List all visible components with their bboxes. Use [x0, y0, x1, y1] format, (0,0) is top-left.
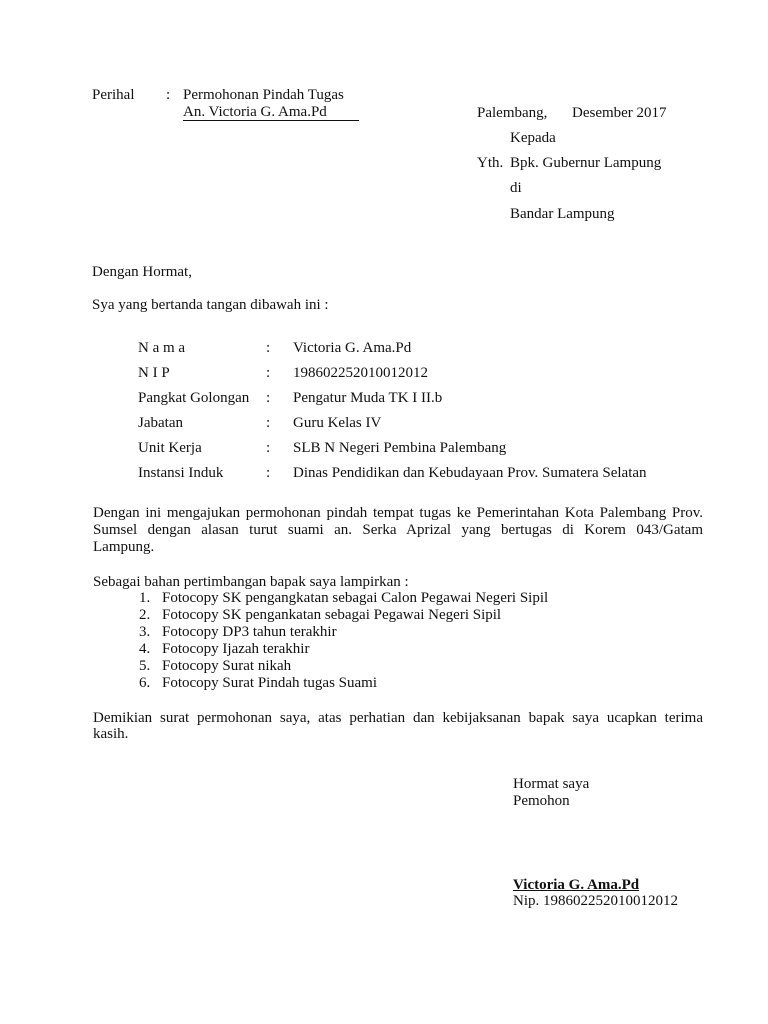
identity-colon: : — [266, 440, 271, 456]
list-text: Fotocopy Surat Pindah tugas Suami — [162, 675, 377, 691]
di-label: di — [510, 180, 522, 196]
identity-colon: : — [266, 465, 271, 481]
list-number: 1. — [139, 590, 151, 606]
perihal-colon: : — [166, 87, 171, 103]
list-text: Fotocopy DP3 tahun terakhir — [162, 624, 337, 640]
identity-label: Pangkat Golongan — [138, 390, 250, 406]
list-number: 2. — [139, 607, 151, 623]
closing-paragraph-end: kasih. — [93, 726, 129, 742]
list-number: 6. — [139, 675, 151, 691]
identity-label: N I P — [138, 365, 170, 381]
signatory-name: Victoria G. Ama.Pd — [513, 877, 640, 893]
list-text: Fotocopy SK pengankatan sebagai Pegawai Negeri Sipil — [162, 607, 502, 623]
identity-label: Jabatan — [138, 415, 183, 431]
signature-regards: Hormat saya — [513, 776, 590, 792]
identity-value: Guru Kelas IV — [293, 415, 382, 431]
identity-colon: : — [266, 390, 271, 406]
recipient-name: Bpk. Gubernur Lampung — [510, 155, 662, 171]
recipient-city: Bandar Lampung — [510, 206, 615, 222]
kepada-label: Kepada — [510, 130, 556, 146]
list-item — [139, 641, 309, 658]
list-item — [139, 658, 291, 675]
identity-value: Victoria G. Ama.Pd — [293, 340, 412, 356]
signature-role: Pemohon — [513, 793, 570, 809]
identity-label: N a m a — [138, 340, 186, 356]
yth-label: Yth. — [477, 155, 504, 171]
list-number: 3. — [139, 624, 151, 640]
identity-value: Pengatur Muda TK I II.b — [293, 390, 443, 406]
greeting: Dengan Hormat, — [92, 264, 192, 280]
list-text: Fotocopy Surat nikah — [162, 658, 292, 674]
identity-colon: : — [266, 340, 271, 356]
letter-place: Palembang, — [477, 105, 548, 121]
list-item — [139, 624, 337, 641]
list-number: 5. — [139, 658, 151, 674]
perihal-label: Perihal — [92, 87, 135, 103]
request-paragraph: Dengan ini mengajukan permohonan pindah tempat tugas ke Pemerintahan Kota Palembang Prov. Sumsel dengan alasan turut suami an. Serka Aprizal yang bertugas di Korem 043/Gatam — [93, 505, 703, 538]
subject-line-2: An. Victoria G. Ama.Pd — [183, 104, 359, 121]
identity-colon: : — [266, 365, 271, 381]
list-item — [139, 675, 377, 692]
closing-paragraph: Demikian surat permohonan saya, atas perhatian dan kebijaksanan bapak saya ucapkan terima — [93, 710, 703, 726]
list-text: Fotocopy SK pengangkatan sebagai Calon Pegawai Negeri Sipil — [162, 590, 549, 606]
attachments-intro: Sebagai bahan pertimbangan bapak saya lampirkan : — [93, 574, 409, 590]
identity-colon: : — [266, 415, 271, 431]
list-text: Fotocopy Ijazah terakhir — [162, 641, 310, 657]
identity-label: Unit Kerja — [138, 440, 202, 456]
list-item — [139, 590, 548, 607]
request-paragraph-end: Lampung. — [93, 539, 155, 555]
letter-date: Desember 2017 — [572, 105, 667, 121]
identity-label: Instansi Induk — [138, 465, 224, 481]
identity-value: 198602252010012012 — [293, 365, 428, 381]
list-item — [139, 607, 501, 624]
list-number: 4. — [139, 641, 151, 657]
identity-value: SLB N Negeri Pembina Palembang — [293, 440, 507, 456]
signatory-nip: Nip. 198602252010012012 — [513, 893, 678, 909]
identity-value: Dinas Pendidikan dan Kebudayaan Prov. Sumatera Selatan — [293, 465, 647, 481]
intro-text: Sya yang bertanda tangan dibawah ini : — [92, 297, 329, 313]
subject-line-1: Permohonan Pindah Tugas — [183, 87, 344, 103]
